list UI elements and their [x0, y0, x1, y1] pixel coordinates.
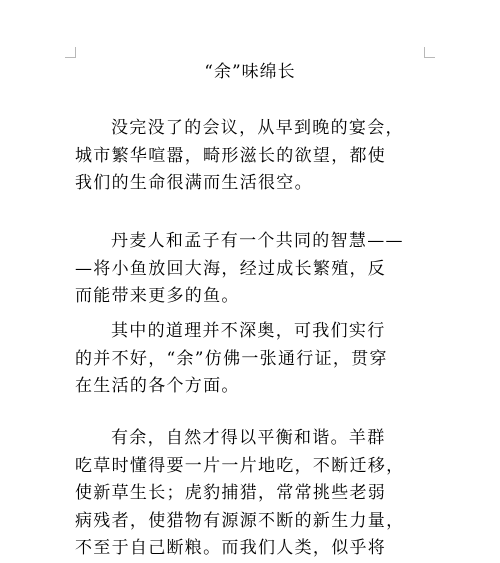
margin-mark-top-left	[65, 47, 76, 58]
paragraph-line: 而能带来更多的鱼。	[75, 286, 240, 306]
document-title: “余”味绵长	[204, 62, 296, 82]
paragraph-line: 在生活的各个方面。	[75, 376, 240, 396]
paragraph-line: 我们的生命很满而生活很空。	[75, 173, 313, 193]
paragraph-2	[75, 228, 427, 311]
paragraph-4	[75, 425, 427, 563]
paragraph-line: 病残者，使猎物有源源不断的新生力量，	[75, 510, 405, 531]
paragraph-line: 不至于自己断粮。而我们人类，似乎将	[75, 538, 387, 558]
margin-mark-top-right	[424, 47, 435, 58]
paragraph-line: 吃草时懂得要一片一片地吃，不断迁移，	[75, 455, 405, 476]
paragraph-line: 城市繁华喧嚣，畸形滋长的欲望，都使	[75, 145, 387, 166]
paragraph-line: —将小鱼放回大海，经过成长繁殖，反	[75, 258, 387, 279]
paragraph-line: 丹麦人和孟子有一个共同的智慧——	[111, 231, 404, 251]
paragraph-1	[75, 115, 427, 198]
paragraph-line: 其中的道理并不深奥，可我们实行	[111, 321, 386, 341]
paragraph-line: 没完没了的会议，从早到晚的宴会，	[111, 118, 404, 138]
paragraph-line: 有余，自然才得以平衡和谐。羊群	[111, 428, 386, 448]
paragraph-3	[75, 318, 427, 401]
paragraph-line: 使新草生长；虎豹捕猎，常常挑些老弱	[75, 483, 387, 503]
paragraph-line: 的并不好，“余”仿佛一张通行证，贯穿	[75, 348, 388, 369]
